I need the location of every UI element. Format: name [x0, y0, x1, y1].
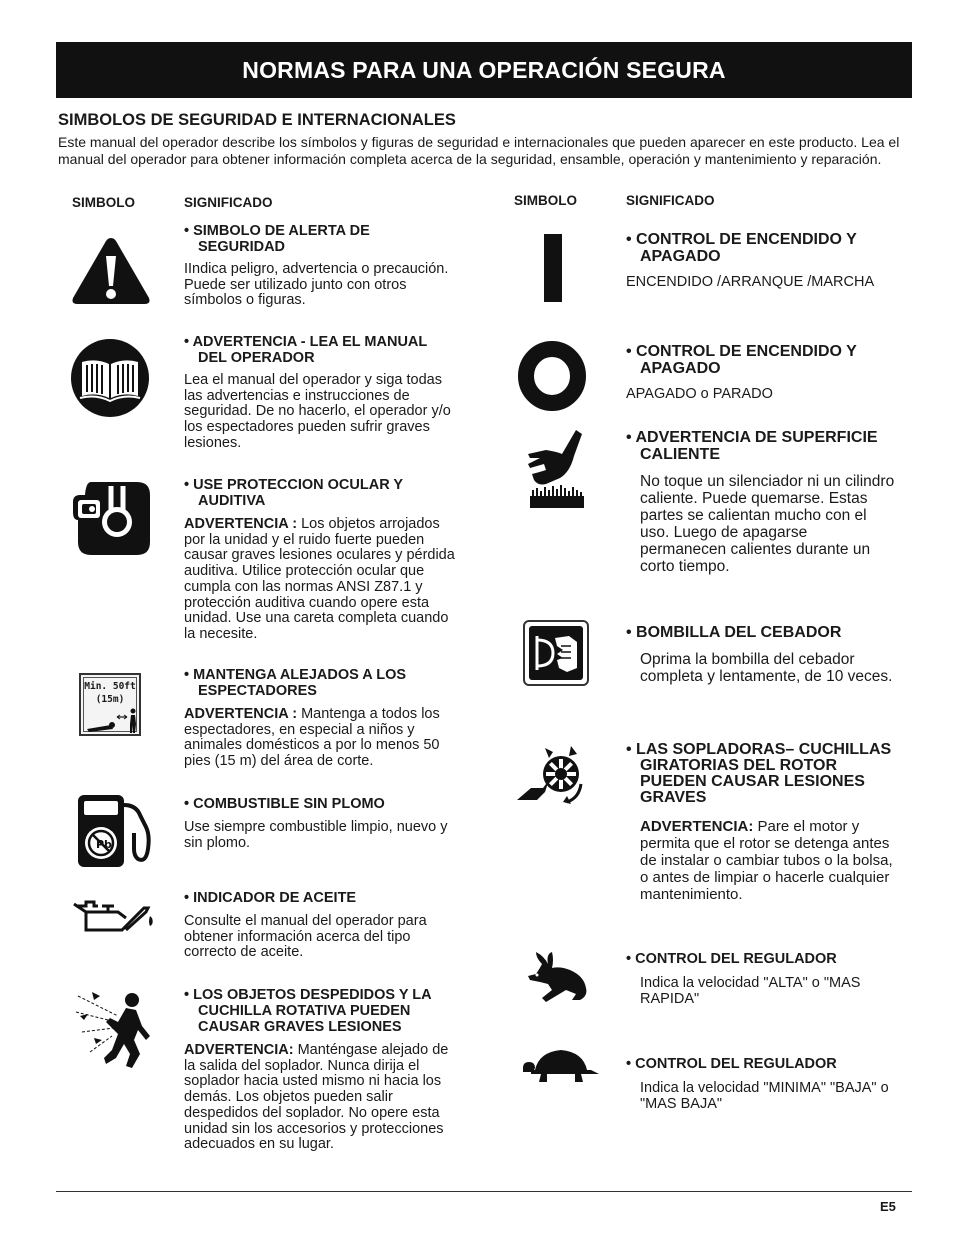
item-title: • ADVERTENCIA - LEA EL MANUAL DEL OPERADOR [184, 334, 427, 366]
item-title: • CONTROL DEL REGULADOR [626, 1056, 837, 1072]
item-title: • LOS OBJETOS DESPEDIDOS Y LA CUCHILLA ROTATIVA PUEDEN CAUSAR GRAVES LESIONES [184, 987, 432, 1035]
item-body [184, 707, 459, 770]
keep-bystanders-away-icon [79, 673, 141, 736]
bystander-sign-metric: (15m) [95, 694, 125, 705]
item-body: No toque un silenciador ni un cilindro caliente. Puede quemarse. Estas partes se calientan mucho con el uso. Luego de apagarse permanecen calientes durante un corto tiempo. [640, 473, 895, 575]
footer-divider [56, 1191, 912, 1192]
item-title: • CONTROL DE ENCENDIDO Y APAGADO [626, 343, 857, 377]
section-title: SIMBOLOS DE SEGURIDAD E INTERNACIONALES [58, 111, 456, 129]
item-body: ENCENDIDO /ARRANQUE /MARCHA [626, 274, 875, 290]
right-item [626, 343, 891, 403]
right-column-header-meaning: SIGNIFICADO [626, 193, 715, 208]
left-column-header-symbol: SIMBOLO [72, 195, 135, 210]
thrown-objects-icon [72, 988, 156, 1070]
warning-text: Pare el motor y permita que el rotor se detenga antes de instalar o cambiar tubos o la bolsa, o antes de limpiar o hacerle cualquier mantenimiento. [640, 818, 893, 903]
left-item [184, 890, 459, 961]
right-column-header-symbol: SIMBOLO [514, 193, 577, 208]
item-title: • SIMBOLO DE ALERTA DE SEGURIDAD [184, 223, 370, 255]
rabbit-fast-icon [526, 950, 590, 1004]
item-title: • COMBUSTIBLE SIN PLOMO [184, 796, 385, 812]
turtle-slow-icon [521, 1046, 601, 1086]
warning-text: Manténgase alejado de la salida del soplador. Nunca dirija el soplador hacia usted mismo ni hacia los demás. Los objetos pueden salir despedidos del soplador. No opere esta unidad sin los accesorios y protecciones adecuados en su lugar. [184, 1042, 449, 1153]
safety-alert-triangle-icon [70, 236, 152, 306]
page-number: E5 [880, 1199, 896, 1214]
left-item [184, 223, 459, 309]
item-body: Lea el manual del operador y siga todas las advertencias e instrucciones de seguridad. De no hacerlo, el operador y/o los espectadores pueden sufrir graves lesiones. [184, 372, 451, 451]
off-switch-o-icon [517, 340, 587, 412]
read-manual-book-icon [70, 338, 150, 418]
item-title: • CONTROL DEL REGULADOR [626, 951, 837, 967]
warning-label: ADVERTENCIA: [184, 1042, 294, 1058]
item-title: • BOMBILLA DEL CEBADOR [626, 624, 842, 641]
left-item [184, 987, 459, 1153]
right-item [626, 429, 896, 575]
item-body [184, 1043, 459, 1153]
warning-label: ADVERTENCIA : [184, 706, 298, 722]
on-switch-i-icon [540, 232, 566, 304]
eye-ear-protection-icon [71, 480, 151, 556]
right-item [626, 624, 896, 685]
left-column-header-meaning: SIGNIFICADO [184, 195, 273, 210]
warning-text: Los objetos arrojados por la unidad y el ruido fuerte pueden causar graves lesiones oculares y pérdida auditiva. Utilice protección ocular que cumpla con las normas ANSI Z87.1 y protección auditiva cuando opere esta unidad. Use una careta completa cuando la necesite. [184, 516, 455, 642]
item-title: • CONTROL DE ENCENDIDO Y APAGADO [626, 231, 857, 265]
oil-can-icon [72, 896, 156, 936]
bystander-sign-distance: Min. 50ft [84, 681, 136, 692]
hot-surface-icon [524, 428, 588, 510]
right-item [626, 231, 891, 291]
page-title: NORMAS PARA UNA OPERACIÓN SEGURA [242, 56, 726, 83]
intro-paragraph: Este manual del operador describe los símbolos y figuras de seguridad e internacionales que pueden aparecer en este producto. Lea el manual del operador para obtener información completa acerca de la seguridad, ensamble, operación y mantenimiento y reparación. [58, 134, 900, 167]
right-item [626, 951, 891, 1007]
item-title: • MANTENGA ALEJADOS A LOS ESPECTADORES [184, 667, 407, 699]
right-item [626, 1056, 891, 1112]
item-title: • USE PROTECCION OCULAR Y AUDITIVA [184, 477, 403, 509]
left-item [184, 667, 459, 770]
left-item [184, 796, 459, 851]
warning-text: Mantenga a todos los espectadores, en especial a niños y animales domésticos a por lo menos 50 pies (15 m) del área de corte. [184, 706, 440, 770]
left-item [184, 477, 459, 643]
item-body [626, 818, 896, 903]
warning-label: ADVERTENCIA : [184, 516, 298, 532]
page-banner [56, 42, 912, 98]
item-body: Use siempre combustible limpio, nuevo y sin plomo. [184, 819, 448, 851]
item-body: Consulte el manual del operador para obtener información acerca del tipo correcto de aceite. [184, 913, 427, 961]
left-item [184, 334, 459, 452]
warning-label: ADVERTENCIA: [640, 818, 754, 835]
item-body: IIndica peligro, advertencia o precaución. Puede ser utilizado junto con otros símbolos o figuras. [184, 261, 449, 309]
item-title: • INDICADOR DE ACEITE [184, 890, 357, 906]
item-body [184, 517, 459, 643]
svg-text:Pb: Pb [96, 838, 112, 851]
unleaded-fuel-pump-icon [74, 793, 156, 869]
item-title: • ADVERTENCIA DE SUPERFICIE CALIENTE [626, 429, 878, 463]
right-item [626, 742, 896, 903]
item-body: APAGADO o PARADO [626, 386, 773, 402]
item-body: Indica la velocidad "ALTA" o "MAS RAPIDA" [640, 975, 861, 1007]
item-body: Oprima la bombilla del cebador completa y lentamente, de 10 veces. [640, 651, 893, 685]
item-title: • LAS SOPLADORAS– CUCHILLAS GIRATORIAS DEL ROTOR PUEDEN CAUSAR LESIONES GRAVES [626, 741, 892, 806]
rotating-blades-icon [515, 744, 591, 806]
item-body: Indica la velocidad "MINIMA" "BAJA" o "MAS BAJA" [640, 1080, 889, 1112]
primer-bulb-icon [523, 620, 589, 686]
